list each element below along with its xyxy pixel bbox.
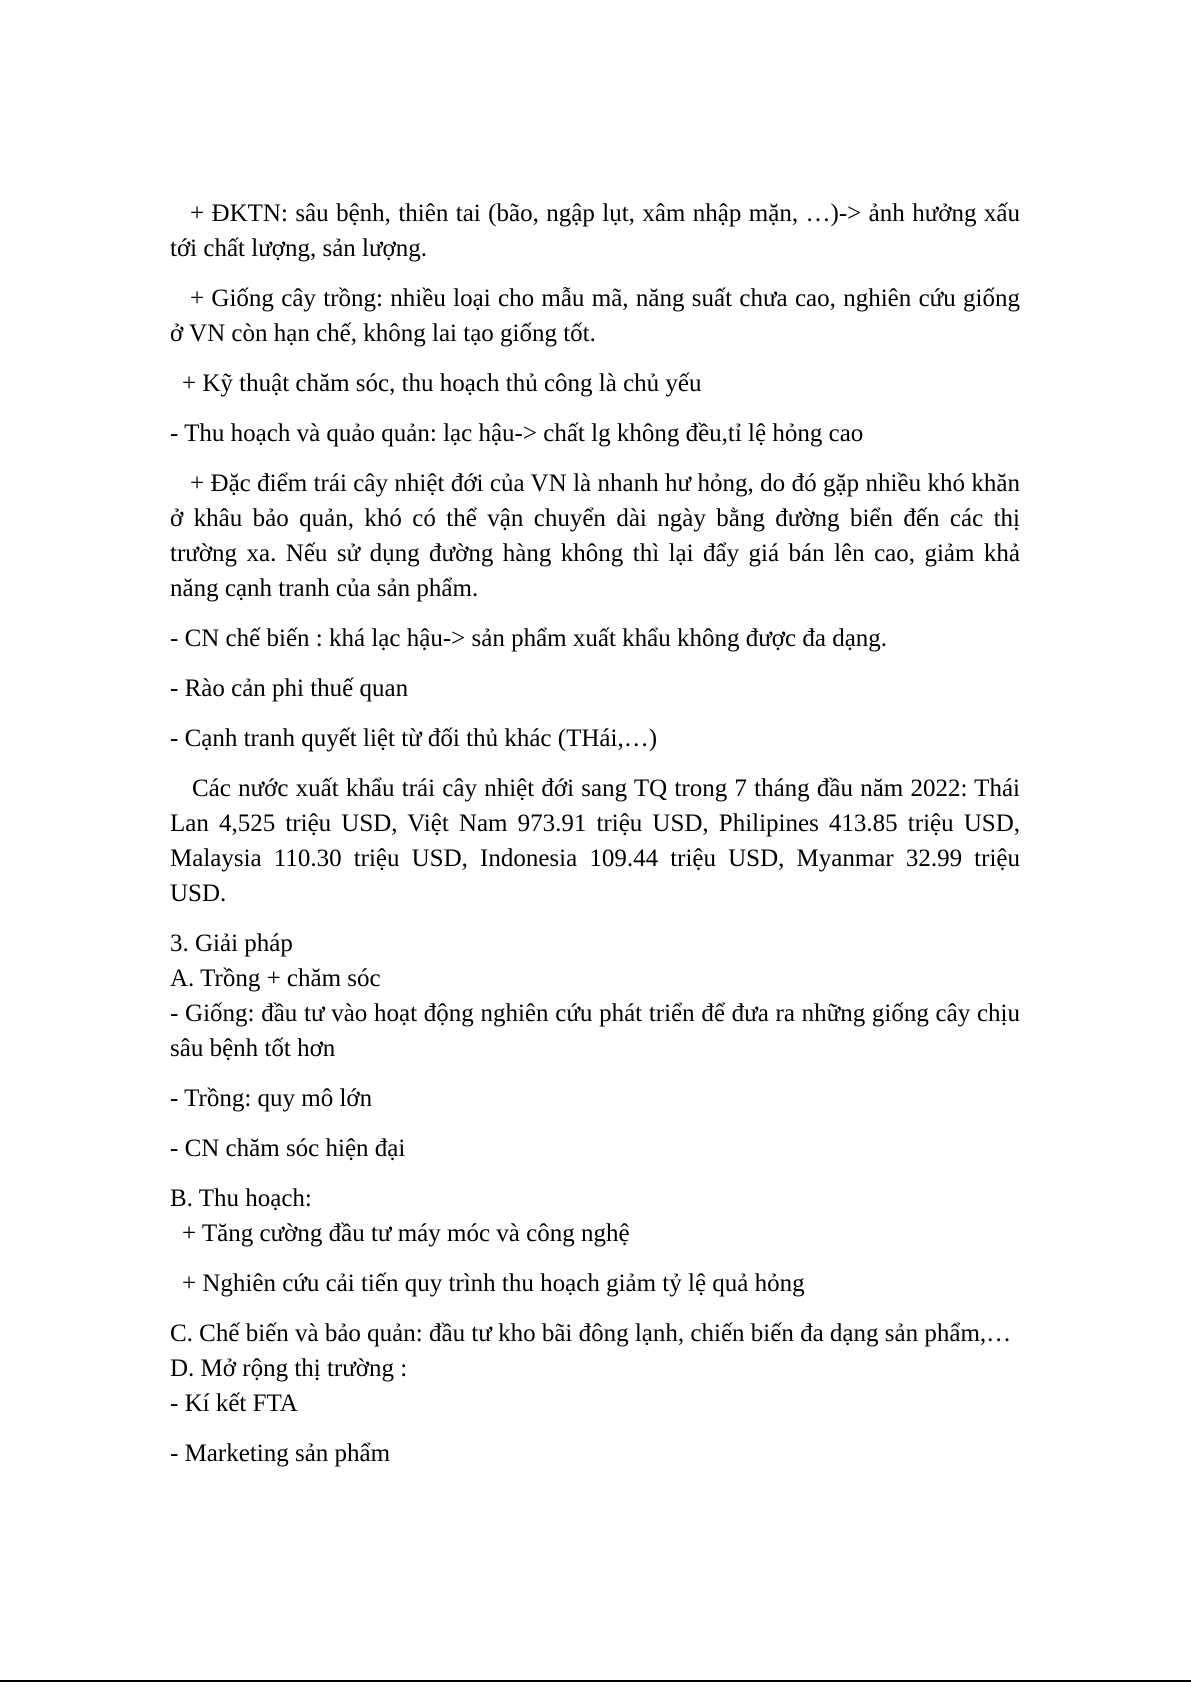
heading-solutions: 3. Giải pháp bbox=[170, 930, 293, 957]
heading-planting-care: A. Trồng + chăm sóc bbox=[170, 965, 381, 992]
paragraph-care-techniques: + Kỹ thuật chăm sóc, thu hoạch thủ công là chủ yếu bbox=[182, 370, 702, 397]
paragraph-large-scale-planting: - Trồng: quy mô lớn bbox=[170, 1085, 373, 1112]
paragraph-harvest-preservation: - Thu hoạch và quảo quản: lạc hậu-> chất lg không đều,tỉ lệ hỏng cao bbox=[170, 420, 864, 447]
document-body bbox=[170, 196, 1020, 1486]
paragraph-processing-storage: C. Chế biến và bảo quản: đầu tư kho bãi đông lạnh, chiến biến đa dạng sản phẩm,… bbox=[170, 1320, 1012, 1347]
paragraph-fta: - Kí kết FTA bbox=[170, 1390, 298, 1417]
paragraph-crop-varieties: + Giống cây trồng: nhiều loại cho mẫu mã, năng suất chưa cao, nghiên cứu giống ở VN còn hạn chế, không lai tạo giống tốt. bbox=[170, 285, 1020, 347]
paragraph-machinery-investment: + Tăng cường đầu tư máy móc và công nghệ bbox=[182, 1220, 630, 1247]
paragraph-processing-industry: - CN chế biến : khá lạc hậu-> sản phẩm xuất khẩu không được đa dạng. bbox=[170, 625, 888, 652]
heading-harvest: B. Thu hoạch: bbox=[170, 1185, 312, 1212]
paragraph-natural-conditions: + ĐKTN: sâu bệnh, thiên tai (bão, ngập lụt, xâm nhập mặn, …)-> ảnh hưởng xấu tới chất lượng, sản lượng. bbox=[170, 200, 1020, 262]
paragraph-seed-research: - Giống: đầu tư vào hoạt động nghiên cứu phát triển để đưa ra những giống cây chịu sâu bệnh tốt hơn bbox=[170, 1000, 1020, 1062]
page-bottom-rule bbox=[0, 1680, 1191, 1682]
paragraph-harvest-process: + Nghiên cứu cải tiến quy trình thu hoạch giảm tỷ lệ quả hỏng bbox=[182, 1270, 805, 1297]
paragraph-non-tariff-barriers: - Rào cản phi thuế quan bbox=[170, 675, 409, 702]
paragraph-marketing: - Marketing sản phẩm bbox=[170, 1440, 391, 1467]
heading-market-expansion: D. Mở rộng thị trường : bbox=[170, 1355, 408, 1382]
paragraph-modern-care: - CN chăm sóc hiện đại bbox=[170, 1135, 406, 1162]
paragraph-competition: - Cạnh tranh quyết liệt từ đối thủ khác (THái,…) bbox=[170, 725, 658, 752]
paragraph-export-statistics: Các nước xuất khẩu trái cây nhiệt đới sang TQ trong 7 tháng đầu năm 2022: Thái Lan 4,525 triệu USD, Việt Nam 973.91 triệu USD, Philipines 413.85 triệu USD, Malaysia 110.30 triệu USD, Indonesia 109.44 triệu USD, Myanmar 32.99 triệu USD. bbox=[170, 775, 1020, 907]
paragraph-tropical-fruit-traits: + Đặc điểm trái cây nhiệt đới của VN là nhanh hư hỏng, do đó gặp nhiều khó khăn ở khâu bảo quản, khó có thể vận chuyển dài ngày bằng đường biển đến các thị trường xa. Nếu sử dụng đường hàng không thì lại đẩy giá bán lên cao, giảm khả năng cạnh tranh của sản phẩm. bbox=[170, 470, 1020, 602]
